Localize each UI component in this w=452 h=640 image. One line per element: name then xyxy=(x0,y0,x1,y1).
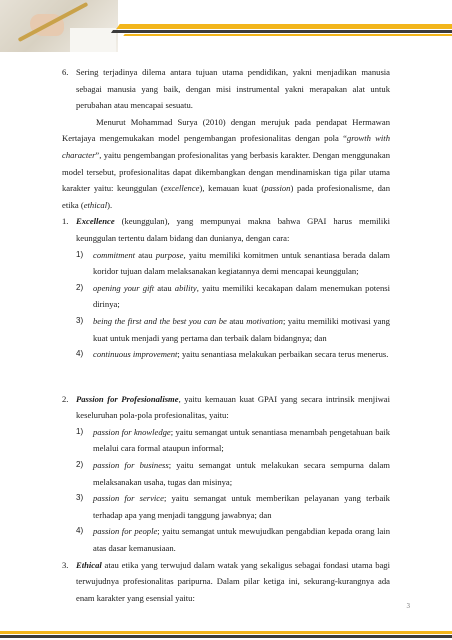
sublist-term: passion for business xyxy=(93,460,169,471)
pillar-ethical xyxy=(62,557,390,607)
text: ), kemauan kuat ( xyxy=(199,183,265,194)
pillar-title: Ethical xyxy=(76,559,102,570)
sublist-text: , yaitu memiliki kecakapan dalam menemukan potensi dirinya; xyxy=(93,282,390,310)
sublist-number: 2) xyxy=(76,460,84,470)
pillar-passion xyxy=(62,391,390,424)
text: atau xyxy=(154,282,175,293)
sublist-text: ; yaitu semangat untuk mewujudkan pengabdian kepada orang lain atas dasar kemanusiaan. xyxy=(93,526,390,554)
sublist-item xyxy=(62,313,390,346)
pillar-excellence xyxy=(62,213,390,246)
document-body xyxy=(62,64,390,606)
sublist-number: 4) xyxy=(76,349,84,359)
sublist-term: passion for people xyxy=(93,526,158,537)
sublist-item xyxy=(62,346,390,363)
sublist-item xyxy=(62,457,390,490)
sublist-text: , yaitu memiliki komitmen untuk senantiasa berada dalam koridor tujuan dalam melaksanakan kegiatannya demi mencapai keunggulan; xyxy=(93,249,390,277)
sublist-number: 3) xyxy=(76,493,84,503)
sublist-term: being the first and the best you can be xyxy=(93,315,227,326)
text: Menurut Mohammad Surya (2010) dengan merujuk pada pendapat Hermawan Kertajaya mengemukakan model pengembangan profesionalitas dengan pola “ xyxy=(62,116,390,144)
sublist-number: 1) xyxy=(76,426,84,436)
sublist-text: ; yaitu semangat untuk senantiasa menambah pengetahuan baik melalui cara formal ataupun informal; xyxy=(93,426,390,454)
emphasis: excellence xyxy=(163,183,200,194)
header-yellow-stripe xyxy=(116,24,452,29)
sublist-term: opening your gift xyxy=(93,282,155,293)
text: ). xyxy=(107,199,113,210)
header-yellow-stripe-thin xyxy=(123,34,452,36)
page-number: 3 xyxy=(406,602,410,610)
sublist-text: ; yaitu semangat untuk memberikan pelayanan yang terbaik terhadap apa yang menjadi tanggung jawabnya; dan xyxy=(93,493,390,520)
sublist-number: 1) xyxy=(76,249,84,259)
list-number: 6. xyxy=(62,67,69,77)
text: atau xyxy=(226,315,247,326)
sublist-item xyxy=(62,490,390,523)
sublist-term: purpose xyxy=(155,249,184,260)
page-header-banner xyxy=(0,0,452,52)
sublist-number: 3) xyxy=(76,315,84,325)
excellence-sublist xyxy=(62,247,390,363)
sublist-number: 4) xyxy=(76,526,84,536)
emphasis: passion xyxy=(264,183,291,194)
footer-dark-stripe xyxy=(0,635,452,638)
emphasis: growth with character xyxy=(62,133,390,160)
sublist-text: ; yaitu memiliki motivasi yang kuat untuk menjadi yang pertama dan terbaik dalam bidangnya; dan xyxy=(93,315,390,343)
sublist-term: passion for service xyxy=(93,493,164,504)
sublist-number: 2) xyxy=(76,282,84,292)
footer-yellow-stripe xyxy=(0,631,452,634)
sublist-term: passion for knowledge xyxy=(93,426,171,437)
sublist-item xyxy=(62,280,390,313)
header-photo-writing-hand xyxy=(0,0,118,52)
sublist-item xyxy=(62,523,390,556)
list-number: 2. xyxy=(62,393,69,404)
list-item-text: Sering terjadinya dilema antara tujuan utama pendidikan, yakni menjadikan manusia sebagai manusia yang baik, dengan misi instrumental yakni merapakan alat untuk perubahan atau mencapai sesuatu. xyxy=(76,67,390,111)
list-number: 3. xyxy=(62,559,69,570)
paragraph-surya xyxy=(62,114,390,214)
sublist-item xyxy=(62,247,390,280)
passion-sublist xyxy=(62,424,390,557)
sublist-term: ability xyxy=(174,282,197,293)
sublist-item xyxy=(62,424,390,457)
list-number: 1. xyxy=(62,216,69,227)
list-item-6 xyxy=(62,64,390,114)
sublist-term: motivation xyxy=(246,315,283,326)
text: atau xyxy=(135,249,156,260)
text: ”, yaitu pengembangan profesionalitas yang berbasis karakter. Dengan menggunakan model tersebut, profesionalitas dapat dikembangkan dengan mendinamiskan tiga pilar utama karakter yaitu: keunggulan ( xyxy=(62,149,390,194)
header-dark-stripe xyxy=(111,30,452,33)
pillar-text: atau etika yang terwujud dalam watak yang sekaligus sebagai fondasi utama bagi terwujudnya profesionalitas paripurna. Dalam pilar ketiga ini, sekurang-kurangnya ada enam karakter yang esensial yaitu: xyxy=(76,559,390,603)
emphasis: ethical xyxy=(83,199,108,210)
sublist-text: ; yaitu senantiasa melakukan perbaikan secara terus menerus. xyxy=(177,349,389,360)
pillar-text: (keunggulan), yang mempunyai makna bahwa GPAI harus memiliki keunggulan tertentu dalam bidang dan dunianya, dengan cara: xyxy=(76,216,390,243)
page-footer-stripes xyxy=(0,620,452,640)
sublist-term: commitment xyxy=(93,249,136,260)
sublist-term: continuous improvement xyxy=(93,349,178,360)
pillar-title: Excellence xyxy=(76,216,115,227)
text: ) pada profesionalisme, dan etika ( xyxy=(62,183,390,210)
sublist-text: ; yaitu semangat untuk melakukan secara sempurna dalam melaksanakan usaha, tugas dan misinya; xyxy=(93,460,390,487)
pillar-text: , yaitu kemauan kuat GPAI yang secara intrinsik menjiwai keseluruhan pola-pola profesionalitas, yaitu: xyxy=(76,393,390,421)
pillar-title: Passion for Profesionalisme xyxy=(76,393,179,404)
